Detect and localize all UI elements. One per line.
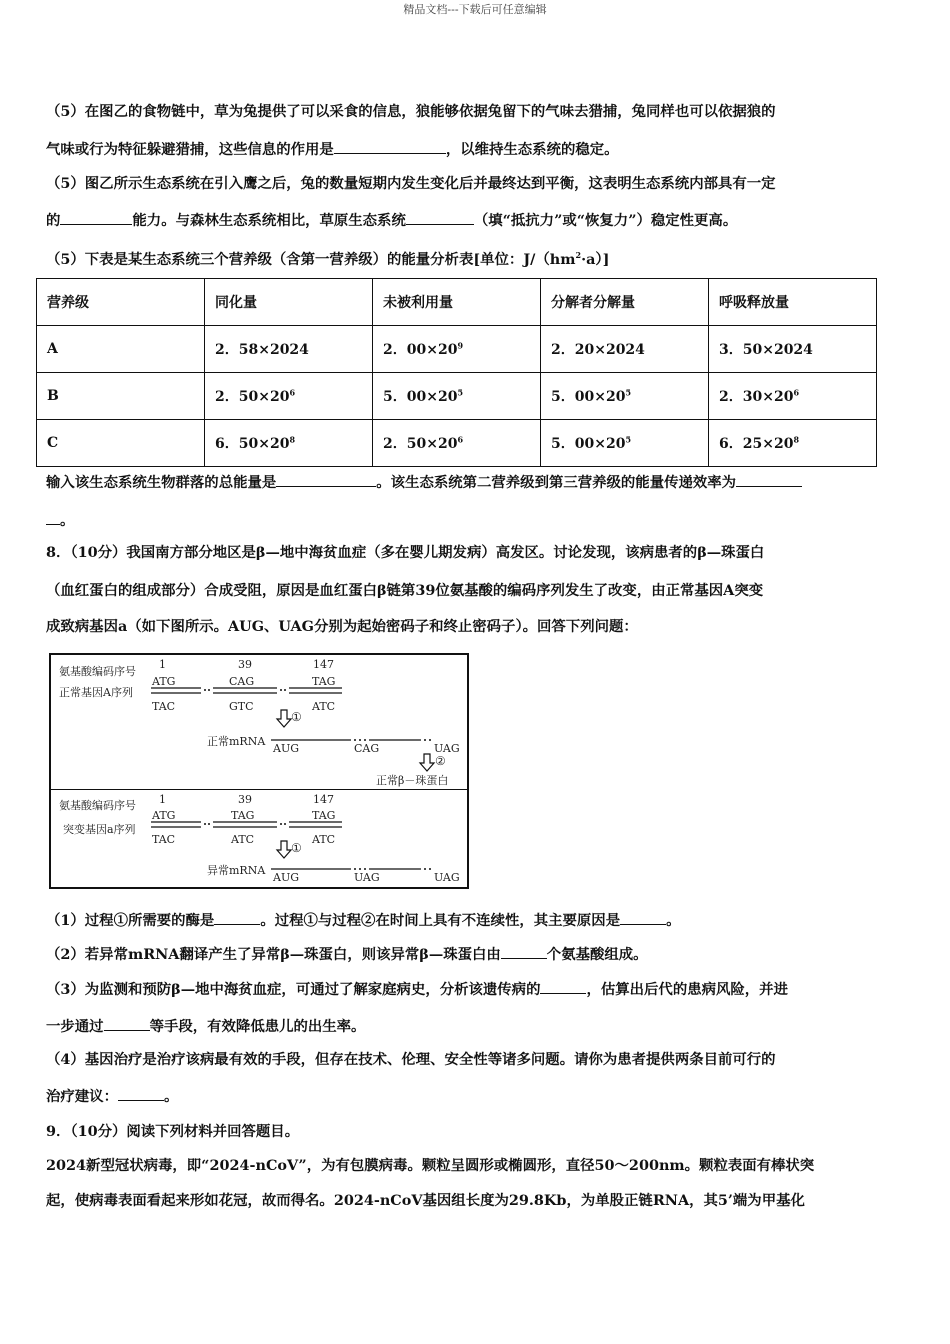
sub1-text: （1）过程①所需要的酶是 xyxy=(46,912,215,929)
answer-blank[interactable] xyxy=(214,910,260,925)
table-row xyxy=(37,373,877,420)
q8-sub4-line2 xyxy=(46,1086,178,1107)
table-cell: C xyxy=(37,420,205,467)
table-cell xyxy=(541,373,709,420)
answer-blank[interactable] xyxy=(736,472,802,487)
table-header-cell: 同化量 xyxy=(205,279,373,326)
codon-number: 1 xyxy=(159,658,166,671)
gene-mutation-diagram xyxy=(49,653,469,889)
template-codon: GTC xyxy=(229,700,254,713)
table-cell xyxy=(709,373,877,420)
label-codon-position: 氨基酸编码序号 xyxy=(59,799,136,812)
table-cell xyxy=(205,373,373,420)
cell-value: 2．00×20 xyxy=(383,342,458,358)
coding-codon: TAG xyxy=(231,809,255,822)
sub1-text-mid: 。过程①与过程②在时间上具有不连续性，其主要原因是 xyxy=(260,912,621,929)
template-codon: ATC xyxy=(312,700,336,713)
q8-line2: （血红蛋白的组成部分）合成受阻，原因是血红蛋白β链第39位氨基酸的编码序列发生了改变，由正常基因A突变 xyxy=(46,582,764,599)
cell-value: 2．30×20 xyxy=(719,389,794,405)
cell-value: 2．50×20 xyxy=(215,389,290,405)
table-cell xyxy=(373,326,541,373)
cell-exponent: 5 xyxy=(625,434,632,445)
after-table-line2 xyxy=(46,510,74,531)
table-cell xyxy=(373,420,541,467)
codon-number: 39 xyxy=(238,658,252,671)
q5b-text: 的 xyxy=(46,212,61,229)
q8-sub3-line2 xyxy=(46,1016,365,1037)
table-header-cell: 未被利用量 xyxy=(373,279,541,326)
answer-blank[interactable] xyxy=(334,139,446,154)
table-cell xyxy=(373,373,541,420)
q5c-intro-end: ·a）] xyxy=(581,250,610,268)
sub3-text-mid: ，估算出后代的患病风险，并进 xyxy=(586,981,788,998)
sub2-text: （2）若异常mRNA翻译产生了异常β—珠蛋白，则该异常β—珠蛋白由 xyxy=(46,946,501,963)
cell-exponent: 9 xyxy=(457,340,464,351)
q5c-intro-text: （5）下表是某生态系统三个营养级（含第一营养级）的能量分析表[单位：J/（hm xyxy=(46,250,576,268)
cell-value: 6．50×20 xyxy=(215,436,290,452)
coding-codon: ATG xyxy=(152,809,176,822)
table-cell xyxy=(541,420,709,467)
cell-exponent: 8 xyxy=(793,434,800,445)
q5b-line1: （5）图乙所示生态系统在引入鹰之后，兔的数量短期内发生变化后并最终达到平衡，这表明生态系统内部具有一定 xyxy=(46,175,776,192)
sub3-text-cont: 一步通过 xyxy=(46,1018,104,1035)
q5b-line2 xyxy=(46,210,737,231)
after-table-line1 xyxy=(46,472,802,493)
table-header-cell: 营养级 xyxy=(37,279,205,326)
cell-value: 5．00×20 xyxy=(383,389,458,405)
q5a-line1: （5）在图乙的食物链中，草为兔提供了可以采食的信息，狼能够依据兔留下的气味去猎捕，兔同样也可以依据狼的 xyxy=(46,103,776,120)
mrna-codon: AUG xyxy=(273,742,300,755)
q5a-line2 xyxy=(46,139,619,160)
q8-line3: 成致病基因a（如下图所示。AUG、UAG分别为起始密码子和终止密码子）。回答下列问题： xyxy=(46,618,638,635)
q5a-text-end: ，以维持生态系统的稳定。 xyxy=(445,141,619,158)
after-table-text-mid: 。该生态系统第二营养级到第三营养级的能量传递效率为 xyxy=(376,474,737,491)
cell-exponent: 6 xyxy=(289,387,296,398)
mrna-codon: UAG xyxy=(434,742,460,755)
answer-blank[interactable] xyxy=(104,1016,150,1031)
sub4-text: 治疗建议： xyxy=(46,1088,118,1105)
step-one-label: ① xyxy=(291,710,302,724)
label-normal-gene: 正常基因A序列 xyxy=(59,686,133,699)
step-one-label: ① xyxy=(291,841,302,855)
table-cell: 2．58×2024 xyxy=(205,326,373,373)
q8-sub1 xyxy=(46,910,681,931)
answer-blank[interactable] xyxy=(118,1086,164,1101)
answer-blank[interactable] xyxy=(46,510,60,525)
after-table-text: 输入该生态系统生物群落的总能量是 xyxy=(46,474,277,491)
mrna-codon: AUG xyxy=(273,871,300,884)
table-cell xyxy=(709,420,877,467)
template-codon: TAC xyxy=(152,700,176,713)
q5b-text-end: （填“抵抗力”或“恢复力”）稳定性更高。 xyxy=(473,212,738,229)
q8-sub3-line1 xyxy=(46,979,788,1000)
q5b-text-mid: 能力。与森林生态系统相比，草原生态系统 xyxy=(132,212,406,229)
step-two-label: ② xyxy=(435,754,446,768)
codon-number: 147 xyxy=(313,793,334,806)
table-row xyxy=(37,420,877,467)
q5c-intro xyxy=(46,245,609,270)
template-codon: ATC xyxy=(231,833,255,846)
coding-codon: TAG xyxy=(312,809,336,822)
q8-sub4-line1: （4）基因治疗是治疗该病最有效的手段，但存在技术、伦理、安全性等诸多问题。请你为患者提供两条目前可行的 xyxy=(46,1051,776,1068)
label-abnormal-mrna: 异常mRNA xyxy=(207,864,266,877)
template-codon: ATC xyxy=(312,833,336,846)
label-normal-mrna: 正常mRNA xyxy=(207,735,266,748)
answer-blank[interactable] xyxy=(60,210,132,225)
codon-number: 1 xyxy=(159,793,166,806)
table-header-cell: 分解者分解量 xyxy=(541,279,709,326)
cell-value: 5．00×20 xyxy=(551,389,626,405)
q9-line2: 起，使病毒表面看起来形如花冠，故而得名。2024-nCoV基因组长度为29.8Kb，为单股正链RNA，其5’端为甲基化 xyxy=(46,1192,805,1209)
table-cell: 3．50×2024 xyxy=(709,326,877,373)
template-codon: TAC xyxy=(152,833,176,846)
table-cell xyxy=(205,420,373,467)
answer-blank[interactable] xyxy=(406,210,474,225)
coding-codon: TAG xyxy=(312,675,336,688)
page-header: 精品文档---下载后可任意编辑 xyxy=(403,3,547,16)
table-row xyxy=(37,326,877,373)
sub2-text-end: 个氨基酸组成。 xyxy=(546,946,648,963)
unit-superscript: 2 xyxy=(575,250,582,260)
cell-value: 5．00×20 xyxy=(551,436,626,452)
mrna-codon: UAG xyxy=(434,871,460,884)
q8-line1: 8．（10分）我国南方部分地区是β—地中海贫血症（多在婴儿期发病）高发区。讨论发现，该病患者的β—珠蛋白 xyxy=(46,544,765,561)
codon-number: 39 xyxy=(238,793,252,806)
table-cell: 2．20×2024 xyxy=(541,326,709,373)
coding-codon: ATG xyxy=(152,675,176,688)
table-header-row xyxy=(37,279,877,326)
answer-blank[interactable] xyxy=(501,944,547,959)
label-codon-position: 氨基酸编码序号 xyxy=(59,665,136,678)
cell-value: 2．50×20 xyxy=(383,436,458,452)
codon-number: 147 xyxy=(313,658,334,671)
table-cell: A xyxy=(37,326,205,373)
cell-value: 6．25×20 xyxy=(719,436,794,452)
cell-exponent: 6 xyxy=(793,387,800,398)
label-normal-protein: 正常β－珠蛋白 xyxy=(376,774,449,787)
sub3-text-end: 等手段，有效降低患儿的出生率。 xyxy=(149,1018,366,1035)
answer-blank[interactable] xyxy=(620,910,666,925)
coding-codon: CAG xyxy=(229,675,255,688)
answer-blank[interactable] xyxy=(276,472,376,487)
cell-exponent: 6 xyxy=(457,434,464,445)
table-header-cell: 呼吸释放量 xyxy=(709,279,877,326)
cell-exponent: 5 xyxy=(457,387,464,398)
q5a-text: 气味或行为特征躲避猎捕，这些信息的作用是 xyxy=(46,141,334,158)
q9-title: 9．（10分）阅读下列材料并回答题目。 xyxy=(46,1123,300,1140)
after-table-end: 。 xyxy=(60,512,75,529)
cell-exponent: 8 xyxy=(289,434,296,445)
mrna-codon: CAG xyxy=(354,742,380,755)
sub1-text-end: 。 xyxy=(666,912,681,929)
sub3-text: （3）为监测和预防β—地中海贫血症，可通过了解家庭病史，分析该遗传病的 xyxy=(46,981,541,998)
sub4-text-end: 。 xyxy=(163,1088,179,1105)
energy-table xyxy=(36,278,877,467)
table-cell: B xyxy=(37,373,205,420)
cell-exponent: 5 xyxy=(625,387,632,398)
diagram-lines xyxy=(51,655,467,887)
label-mutant-gene: 突变基因a序列 xyxy=(63,823,136,836)
q9-line1: 2024新型冠状病毒，即“2024-nCoV”，为有包膜病毒。颗粒呈圆形或椭圆形，直径50～200nm。颗粒表面有棒状突 xyxy=(46,1157,815,1174)
q8-sub2 xyxy=(46,944,648,965)
answer-blank[interactable] xyxy=(540,979,586,994)
mrna-codon: UAG xyxy=(354,871,380,884)
